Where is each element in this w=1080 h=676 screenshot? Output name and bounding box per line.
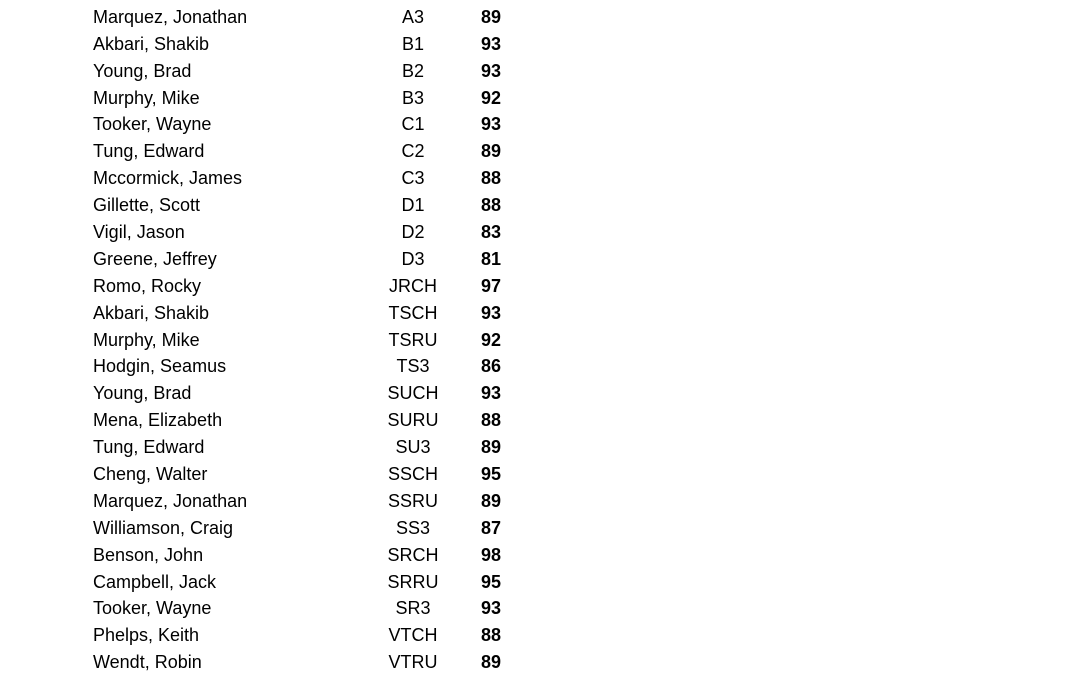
- table-row: Murphy, Mike TSRU 92: [0, 327, 1080, 354]
- table-row: Romo, Rocky JRCH 97: [0, 273, 1080, 300]
- member-name: Murphy, Mike: [93, 87, 200, 108]
- table-row: Benson, John SRCH 98: [0, 542, 1080, 569]
- table-row: Phelps, Keith VTCH 88: [0, 622, 1080, 649]
- member-name: Williamson, Craig: [93, 517, 234, 538]
- member-name: Cheng, Walter: [93, 464, 208, 485]
- member-name: Tung, Edward: [93, 141, 205, 162]
- table-row: Akbari, Shakib B1 93: [0, 31, 1080, 58]
- table-row: Tung, Edward SU3 89: [0, 434, 1080, 461]
- member-name: Hodgin, Seamus: [93, 356, 227, 377]
- member-name: Marquez, Jonathan: [93, 6, 248, 27]
- member-name: Young, Brad: [93, 60, 192, 81]
- member-name: Benson, John: [93, 544, 204, 565]
- table-row: Young, Brad SUCH 93: [0, 380, 1080, 407]
- member-name: Phelps, Keith: [93, 625, 200, 646]
- member-name: Greene, Jeffrey: [93, 248, 217, 269]
- member-name: Tooker, Wayne: [93, 598, 212, 619]
- table-row: Wendt, Robin VTRU 89: [0, 649, 1080, 676]
- table-row: Williamson, Craig SS3 87: [0, 515, 1080, 542]
- member-name: Akbari, Shakib: [93, 33, 210, 54]
- member-name: Mena, Elizabeth: [93, 410, 223, 431]
- member-name: Gillette, Scott: [93, 195, 201, 216]
- member-name: Tung, Edward: [93, 437, 205, 458]
- table-row: Marquez, Jonathan SSRU 89: [0, 488, 1080, 515]
- table-row: Hodgin, Seamus TS3 86: [0, 353, 1080, 380]
- table-row: Vigil, Jason D2 83: [0, 219, 1080, 246]
- member-name: Campbell, Jack: [93, 571, 217, 592]
- table-row: Gillette, Scott D1 88: [0, 192, 1080, 219]
- table-row: Tooker, Wayne SR3 93: [0, 595, 1080, 622]
- table-row: Murphy, Mike B3 92: [0, 85, 1080, 112]
- member-name: Wendt, Robin: [93, 652, 202, 673]
- member-name: Marquez, Jonathan: [93, 490, 248, 511]
- table-row: Akbari, Shakib TSCH 93: [0, 300, 1080, 327]
- table-row: Tung, Edward C2 89: [0, 138, 1080, 165]
- table-row: Mena, Elizabeth SURU 88: [0, 407, 1080, 434]
- member-name: Vigil, Jason: [93, 222, 185, 243]
- member-name: Young, Brad: [93, 383, 192, 404]
- table-row: Marquez, Jonathan A3 89: [0, 4, 1080, 31]
- table-row: Mccormick, James C3 88: [0, 165, 1080, 192]
- table-row: Tooker, Wayne C1 93: [0, 111, 1080, 138]
- table-row: Cheng, Walter SSCH 95: [0, 461, 1080, 488]
- table-row: Young, Brad B2 93: [0, 58, 1080, 85]
- member-name: Mccormick, James: [93, 168, 243, 189]
- member-name: Akbari, Shakib: [93, 302, 210, 323]
- member-name: Tooker, Wayne: [93, 114, 212, 135]
- member-name: Murphy, Mike: [93, 329, 200, 350]
- table-row: Campbell, Jack SRRU 95: [0, 569, 1080, 596]
- table-row: Greene, Jeffrey D3 81: [0, 246, 1080, 273]
- member-name: Romo, Rocky: [93, 275, 202, 296]
